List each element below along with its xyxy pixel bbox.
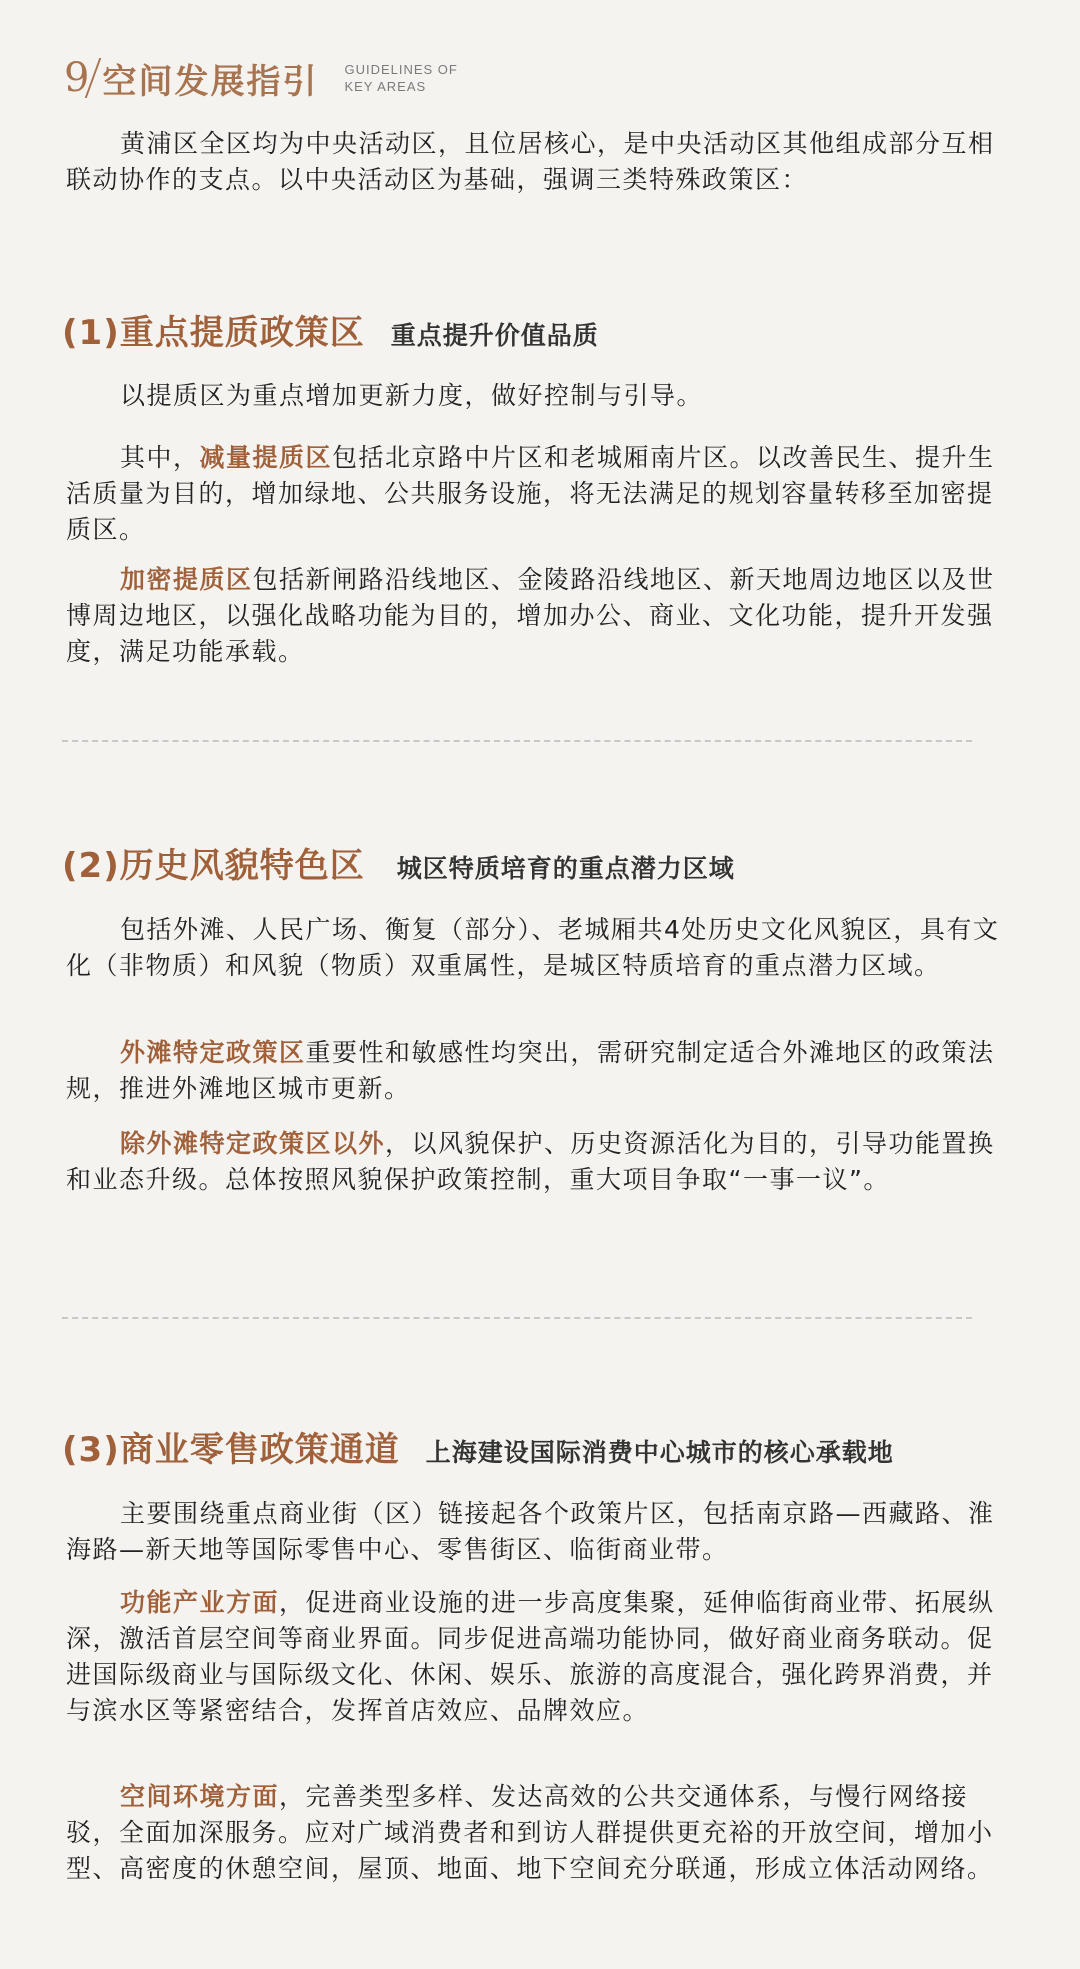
subtitle-line-1: GUIDELINES OF (344, 62, 458, 77)
section3-heading (62, 1422, 894, 1471)
section2-p3-highlight: 除外滩特定政策区以外 (120, 1129, 386, 1158)
page-header (64, 48, 458, 108)
section-number: 9 (64, 55, 89, 101)
section-divider-1 (62, 740, 972, 742)
section3-paragraph-3 (66, 1779, 1006, 1887)
section2-paragraph-2 (66, 1035, 1006, 1107)
section2-heading (62, 838, 735, 887)
section1-paragraph-1: 以提质区为重点增加更新力度，做好控制与引导。 (120, 381, 704, 410)
section1-subtitle: 重点提升价值品质 (390, 321, 599, 350)
section3-paragraph-2 (66, 1585, 1006, 1729)
section3-p3-highlight: 空间环境方面 (120, 1782, 280, 1811)
section1-title: (1)重点提质政策区 (62, 313, 365, 353)
section1-p2-lead: 其中， (120, 443, 200, 472)
section2-title: (2)历史风貌特色区 (62, 846, 365, 886)
section-divider-2 (62, 1317, 972, 1319)
section3-paragraph-1: 主要围绕重点商业街（区）链接起各个政策片区，包括南京路—西藏路、淮海路—新天地等国际零售中心、零售街区、临街商业带。 (66, 1499, 995, 1564)
section2-p2-highlight: 外滩特定政策区 (120, 1038, 306, 1067)
section3-p2-text: ，促进商业设施的进一步高度集聚，延伸临街商业带、拓展纵深，激活首层空间等商业界面。同步促进高端功能协同，做好商业商务联动。促进国际级商业与国际级文化、休闲、娱乐、旅游的高度混合，强化跨界消费，并与滨水区等紧密结合，发挥首店效应、品牌效应。 (66, 1588, 995, 1725)
subtitle-line-2: KEY AREAS (344, 79, 427, 94)
section3-title: (3)商业零售政策通道 (62, 1430, 400, 1470)
page-title: 空间发展指引 (102, 61, 319, 102)
section3-p2-highlight: 功能产业方面 (120, 1588, 280, 1617)
section2-p2-text: 重要性和敏感性均突出，需研究制定适合外滩地区的政策法规，推进外滩地区城市更新。 (66, 1038, 995, 1103)
section1-heading (62, 305, 599, 354)
section3-subtitle: 上海建设国际消费中心城市的核心承载地 (425, 1438, 894, 1467)
section2-p3-text: ，以风貌保护、历史资源活化为目的，引导功能置换和业态升级。总体按照风貌保护政策控制，重大项目争取“一事一议”。 (66, 1129, 995, 1194)
section1-p3-highlight: 加密提质区 (120, 565, 253, 594)
section3-p3-text: ，完善类型多样、发达高效的公共交通体系，与慢行网络接驳，全面加深服务。应对广域消费者和到访人群提供更充裕的开放空间，增加小型、高密度的休憩空间，屋顶、地面、地下空间充分联通，形成立体活动网络。 (66, 1782, 994, 1883)
section1-p2-text: 包括北京路中片区和老城厢南片区。以改善民生、提升生活质量为目的，增加绿地、公共服务设施，将无法满足的规划容量转移至加密提质区。 (66, 443, 995, 544)
section2-subtitle: 城区特质培育的重点潜力区域 (396, 854, 735, 883)
section1-p3-text: 包括新闸路沿线地区、金陵路沿线地区、新天地周边地区以及世博周边地区，以强化战略功能为目的，增加办公、商业、文化功能，提升开发强度，满足功能承载。 (66, 565, 995, 666)
section1-paragraph-2 (66, 440, 1006, 548)
intro-paragraph: 黄浦区全区均为中央活动区，且位居核心，是中央活动区其他组成部分互相联动协作的支点。以中央活动区为基础，强调三类特殊政策区： (66, 129, 995, 194)
page-subtitle (344, 61, 457, 95)
section2-paragraph-3 (66, 1126, 1006, 1198)
section1-paragraph-3 (66, 562, 1006, 670)
section1-p2-highlight: 减量提质区 (199, 443, 333, 472)
section2-paragraph-1: 包括外滩、人民广场、衡复（部分）、老城厢共4处历史文化风貌区，具有文化（非物质）和风貌（物质）双重属性，是城区特质培育的重点潜力区域。 (66, 915, 1000, 980)
